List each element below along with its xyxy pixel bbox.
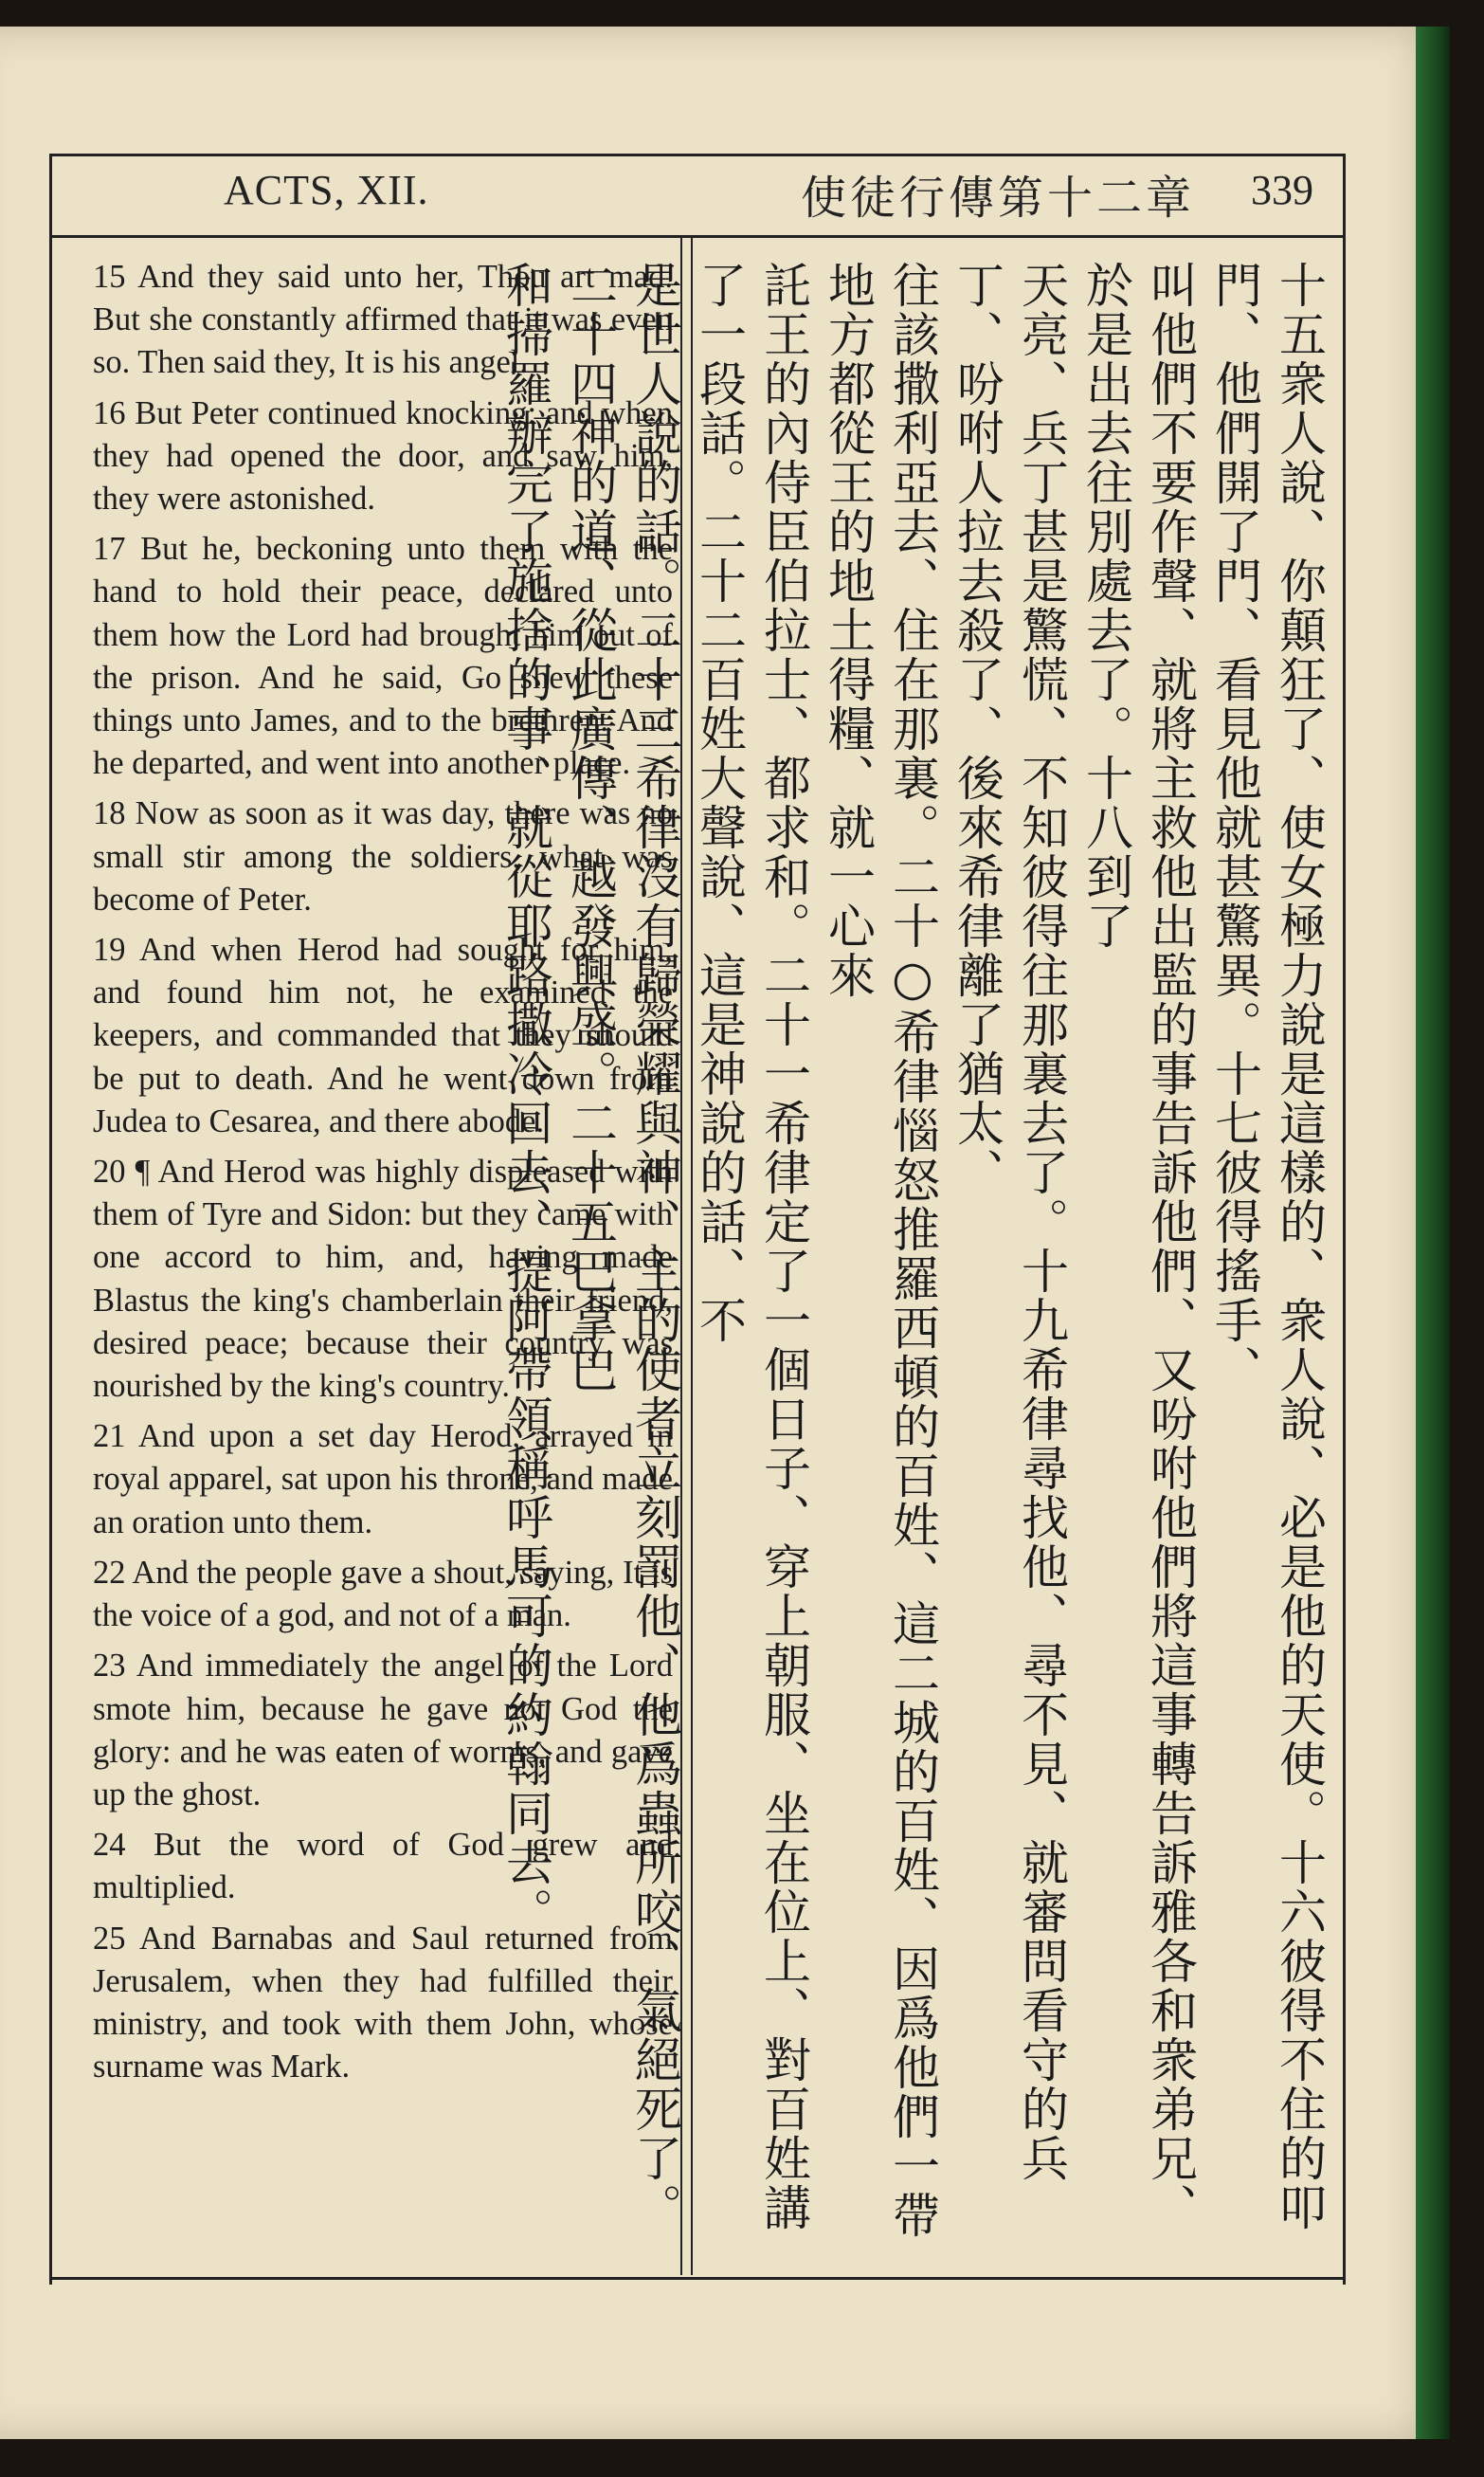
verse-18: 18 Now as soon as it was day, there was no small stir among the soldiers, what was become of Peter.: [93, 795, 673, 918]
verse-23: 23 And immediately the angel of the Lord smote him, because he gave not God the glory: and he was eaten of worms, and gave up the ghost.: [93, 1648, 673, 1812]
verse-20: 20 ¶ And Herod was highly displeased with them of Tyre and Sidon: but they came with one accord to him, and, having made Blastus the king's chamberlain their friend, desired peace; because their country was nourished by the king's country.: [93, 1154, 673, 1405]
verse-21: 21 And upon a set day Herod, arrayed in royal apparel, sat upon his throne, and made an oration unto them.: [93, 1418, 673, 1540]
chinese-column-line: 託王的內侍臣伯拉士、都求和。二十一希律定了一個日子、穿上朝服、坐在位上、對百姓講了一段話。二十二百姓大聲說、這是神說的話、不: [692, 261, 811, 2232]
running-head-english: ACTS, XII.: [224, 167, 429, 213]
verse-19: 19 And when Herod had sought for him, and found him not, he examined the keepers, and commanded that they should be put to death. And he went down from Judea to Cesarea, and there abode.: [93, 932, 673, 1139]
header-rule: [49, 235, 1346, 238]
verse-25: 25 And Barnabas and Saul returned from Jerusalem, when they had fulfilled their ministry, and took with them John, whose surname was Mark.: [93, 1920, 673, 2085]
page-number: 339: [1251, 167, 1313, 213]
chinese-column-line: 天亮、兵丁甚是驚慌、不知彼得往那裏去了。十九希律尋找他、尋不見、就審問看守的兵丁、吩咐人拉去殺了、後來希律離了猶太、: [950, 261, 1069, 2183]
running-head-chinese: 使徒行傳第十二章: [801, 172, 1196, 225]
footer-rule: [49, 2277, 1346, 2280]
chinese-column-line: 是世人說的話。二十三希律沒有歸榮耀與神、主的使者立刻罰他、他爲蟲所咬、氣絕死了。二十四神的道、從此廣傳、越發興盛。二十五巴拿巴: [563, 261, 682, 2232]
verse-15: 15 And they said unto her, Thou art mad. But she constantly affirmed that it was even so. Then said they, It is his angel.: [93, 259, 673, 381]
chinese-column-line: 十五衆人說、你顛狂了、使女極力說是這樣的、衆人說、必是他的天使。十六彼得不住的叩門、他們開了門、看見他就甚驚異。十七彼得搖手、: [1207, 261, 1327, 2232]
chinese-text-column: [498, 261, 1331, 2261]
book-spine: [1416, 27, 1450, 2439]
chinese-column-line: 叫他們不要作聲、就將主救他出監的事告訴他們、又吩咐他們將這事轉告訴雅各和衆弟兄、於是出去往別處去了。十八到了: [1078, 261, 1198, 2232]
chinese-column-line: 和掃羅辦完了施捨的事、就從耶路撒冷回去、提阿帶領稱呼馬可的約翰同去。: [498, 261, 553, 1937]
verse-16: 16 But Peter continued knocking: and when they had opened the door, and saw him, they were astonished.: [93, 394, 673, 518]
chinese-column-line: 往該撒利亞去、住在那裏。二十○希律惱怒推羅西頓的百姓、這二城的百姓、因爲他們一帶地方都從王的地土得糧、就一心來: [821, 261, 940, 2240]
verse-17: 17 But he, beckoning unto them with the hand to hold their peace, declared unto them how the Lord had brought him out of the prison. And he said, Go shew these things unto James, and to the brethren. And he departed, and went into another place.: [93, 531, 673, 782]
verse-24: 24 But the word of God grew and multiplied.: [93, 1827, 673, 1906]
verse-22: 22 And the people gave a shout, saying, It is the voice of a god, and not of a man.: [93, 1554, 673, 1634]
